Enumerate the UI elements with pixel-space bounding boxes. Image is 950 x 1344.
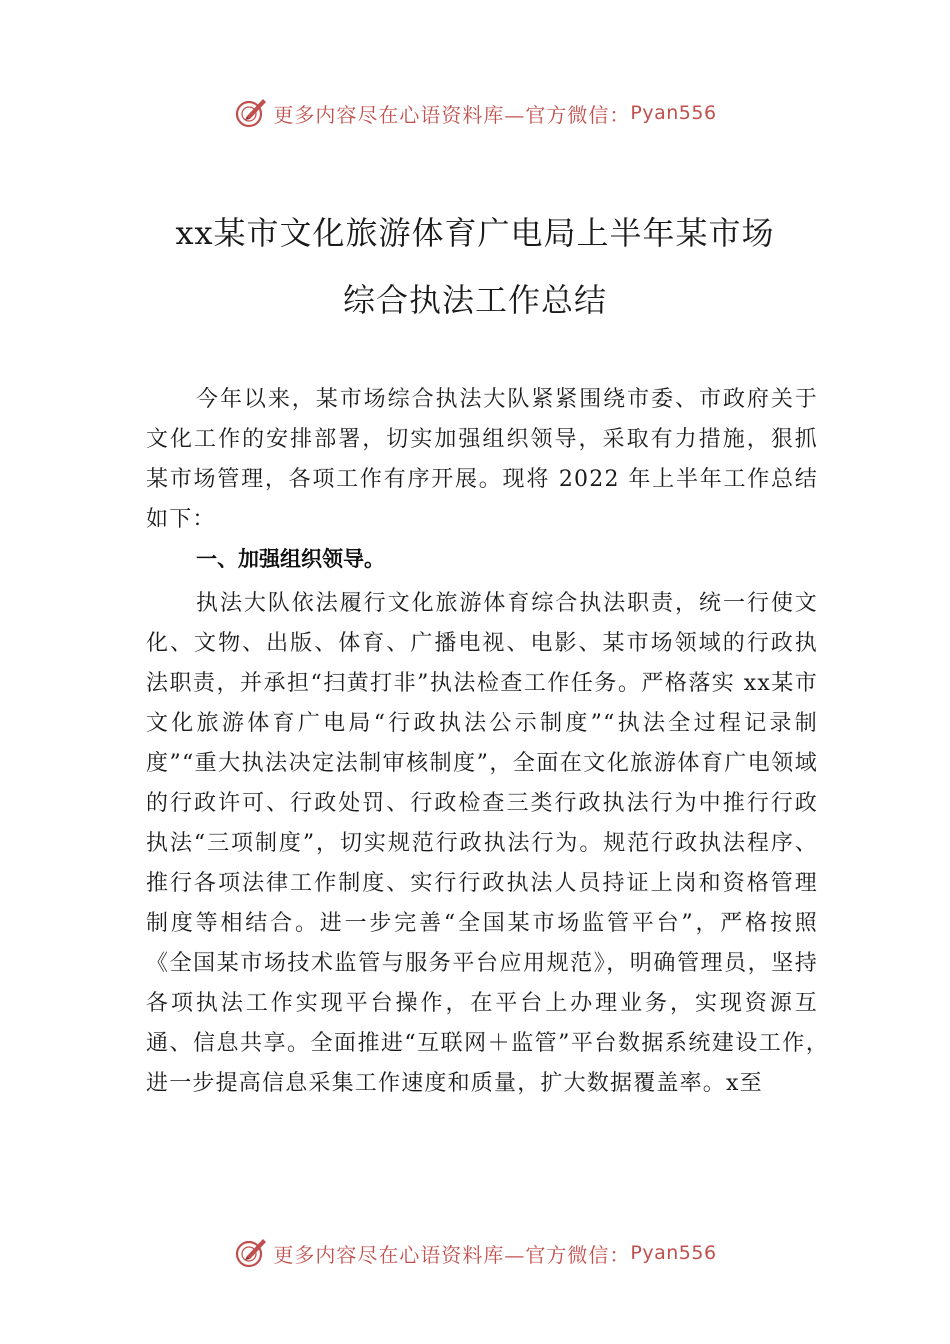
watermark-text: 更多内容尽在心语资料库—官方微信： — [273, 102, 631, 127]
section-heading: 一、加强组织领导。 — [196, 547, 385, 571]
watermark-wechat-id: Pyan556 — [630, 102, 717, 124]
document-title-line-2: 综合执法工作总结 — [342, 281, 607, 319]
quill-seal-icon — [233, 95, 269, 131]
intro-paragraph: 今年以来，某市场综合执法大队紧紧围绕市委、市政府关于文化工作的安排部署，切实加强组织领导，采取有力措施，狠抓某市场管理，各项工作有序开展。现将 2022 年上半年工作总结如下： — [146, 387, 818, 532]
document-title-line-1: xx某市文化旅游体育广电局上半年某市场 — [175, 214, 775, 252]
footer-watermark — [0, 1233, 950, 1273]
section-body-paragraph: 执法大队依法履行文化旅游体育综合执法职责，统一行使文化、文物、出版、体育、广播电视、电影、某市场领域的行政执法职责，并承担“扫黄打非”执法检查工作任务。严格落实 xx某市文化旅游体育广电局“行政执法公示制度”“执法全过程记录制度”“重大执法决定法制审核制度”，全面在文化旅游体育广电领域的行政许可、行政处罚、行政检查三类行政执法行为中推行行政执法“三项制度”，切实规范行政执法行为。规范行政执法程序、推行各项法律工作制度、实行行政执法人员持证上岗和资格管理制度等相结合。进一步完善“全国某市场监管平台”，严格按照《全国某市场技术监管与服务平台应用规范》，明确管理员，坚持各项执法工作实现平台操作，在平台上办理业务，实现资源互通、信息共享。全面推进“互联网＋监管”平台数据系统建设工作， 进一步提高信息采集工作速度和质量，扩大数据覆盖率。x至 — [146, 591, 842, 1096]
quill-seal-icon — [233, 1235, 269, 1271]
watermark-wechat-id: Pyan556 — [630, 1242, 717, 1264]
watermark-text: 更多内容尽在心语资料库—官方微信： — [273, 1242, 631, 1267]
header-watermark — [0, 93, 950, 133]
